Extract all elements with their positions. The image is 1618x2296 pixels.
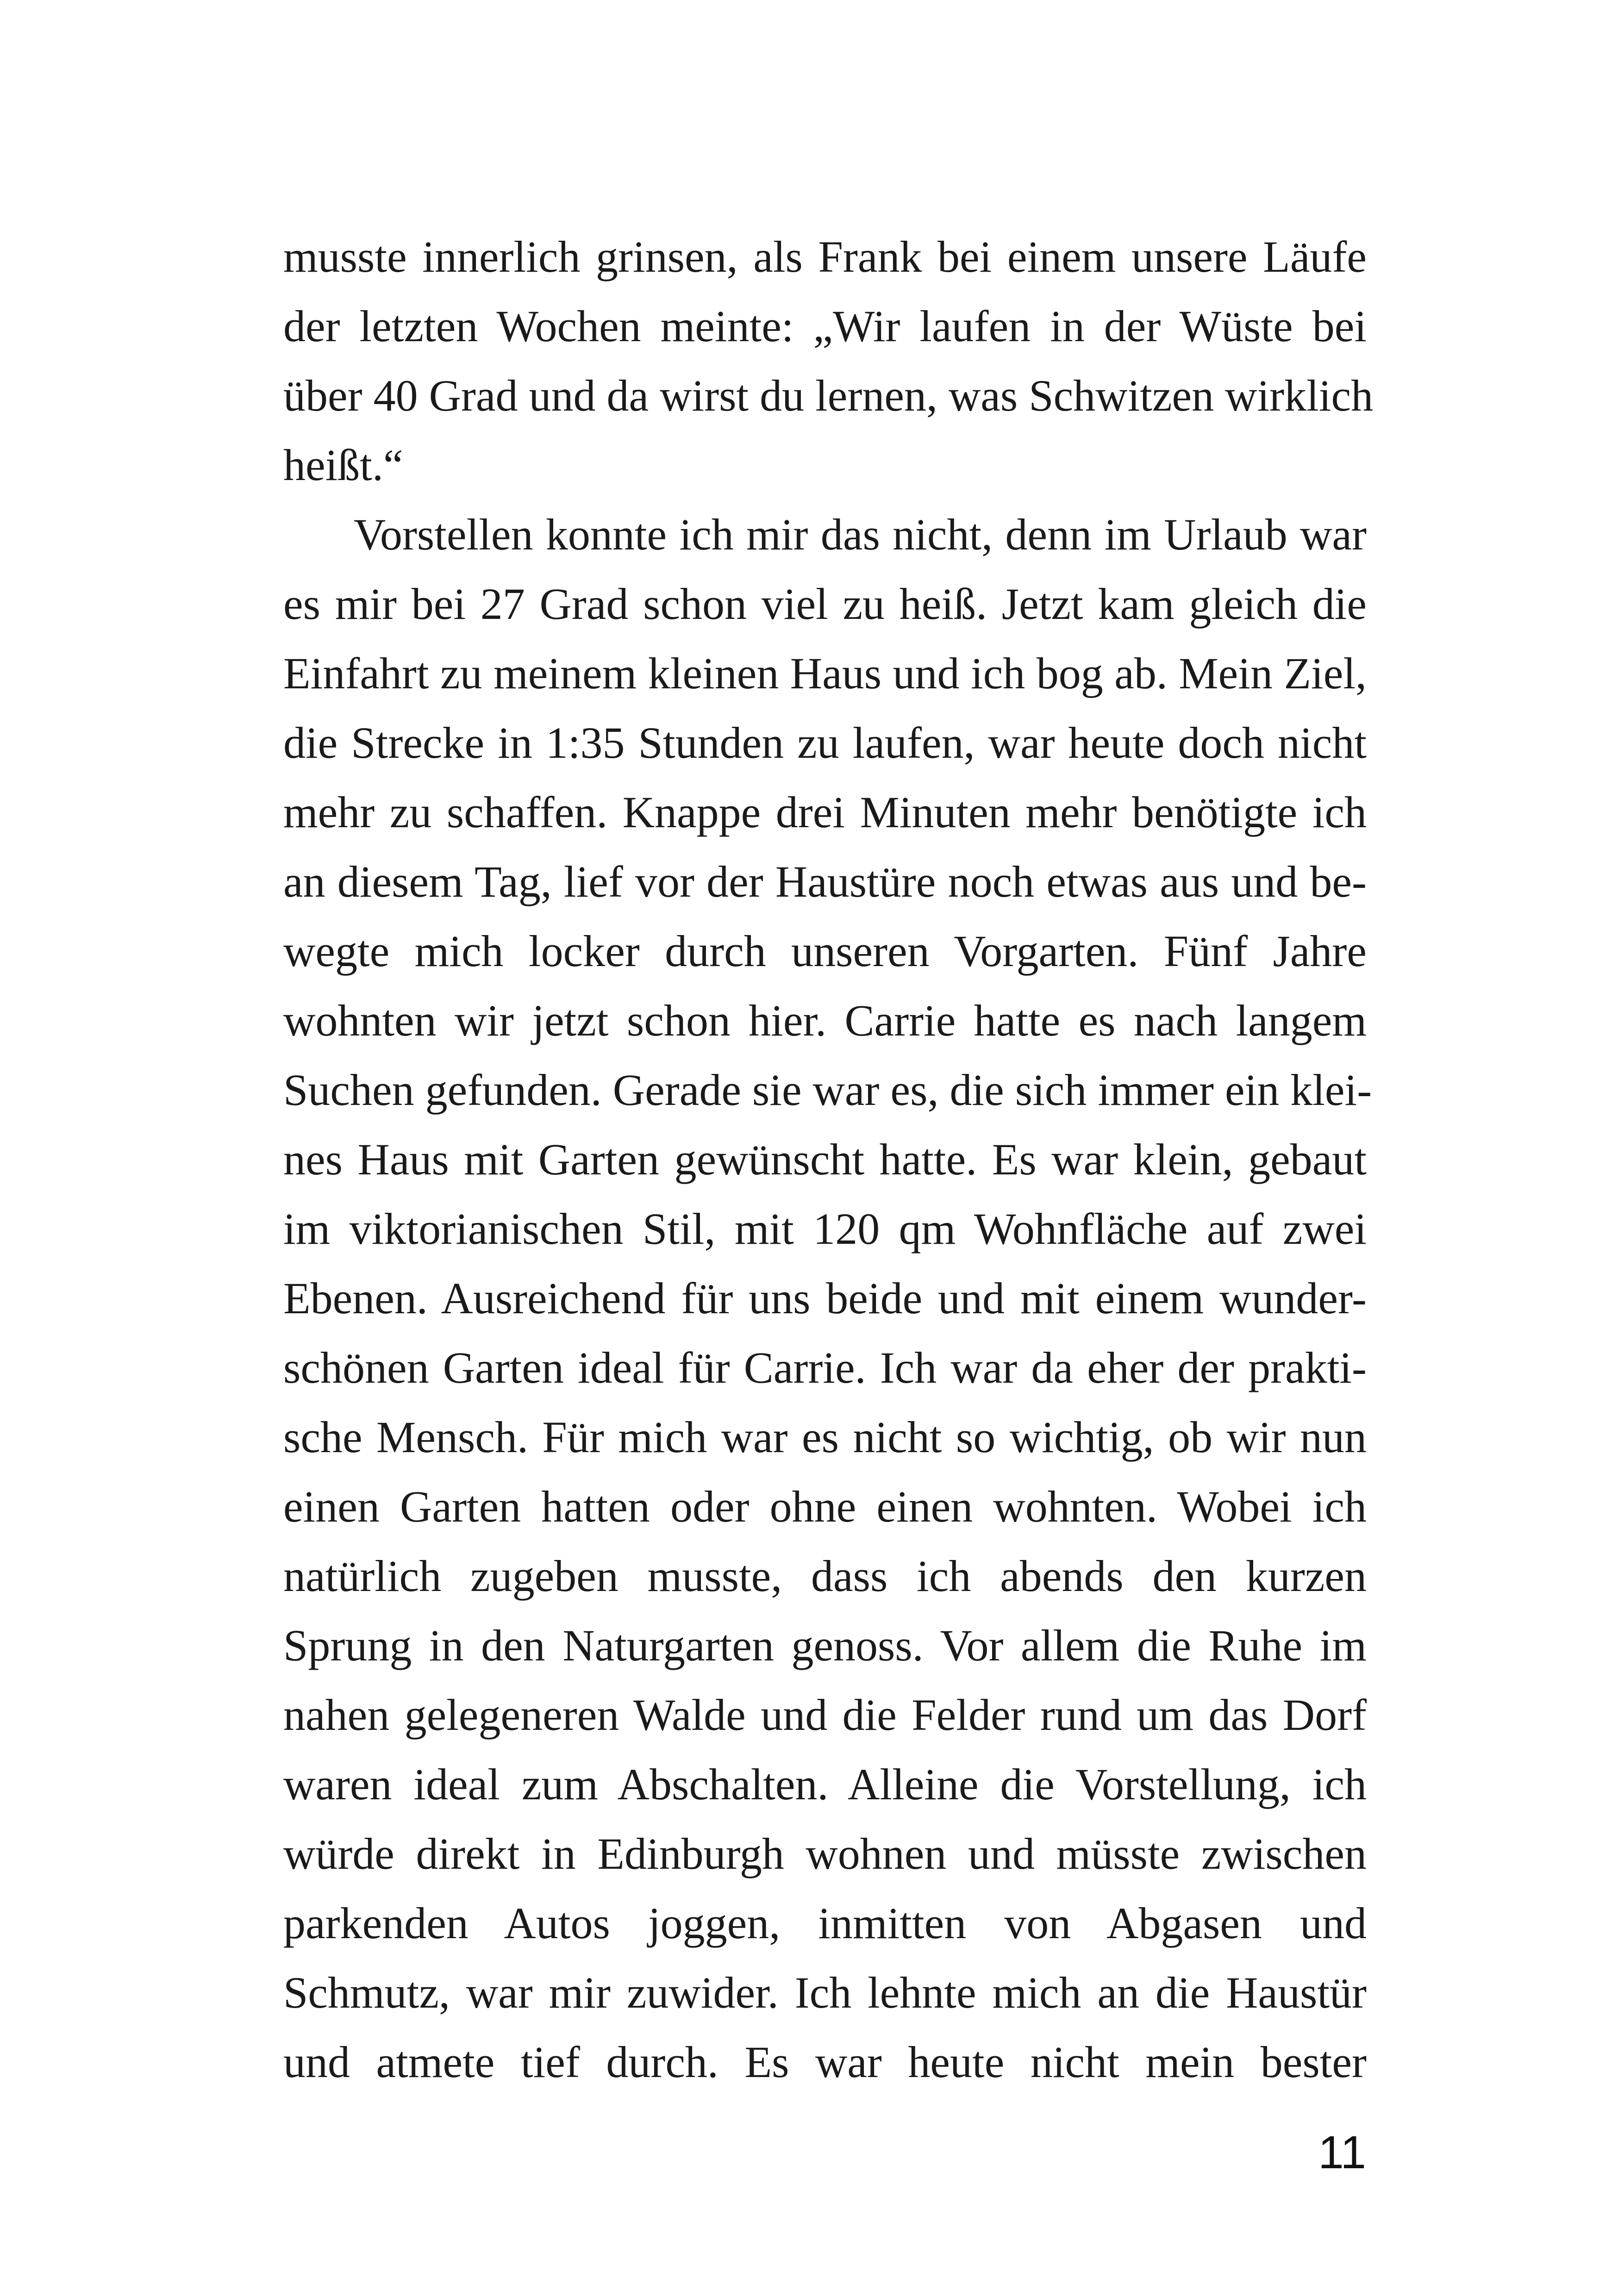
text-line: musste innerlich grinsen, als Frank bei einem unsere Läufe — [283, 232, 1367, 281]
text-line: würde direkt in Edinburgh wohnen und müsste zwischen — [283, 1829, 1367, 1878]
text-line: und atmete tief durch. Es war heute nicht mein bester — [283, 2037, 1367, 2087]
text-line: die Strecke in 1:35 Stunden zu laufen, war heute doch nicht — [283, 718, 1367, 767]
text-line: an diesem Tag, lief vor der Haustüre noch etwas aus und be- — [283, 857, 1367, 906]
text-line: parkenden Autos joggen, inmitten von Abgasen und — [283, 1898, 1367, 1948]
text-line: schönen Garten ideal für Carrie. Ich war da eher der prakti- — [283, 1343, 1367, 1392]
text-line: wohnten wir jetzt schon hier. Carrie hatte es nach langem — [283, 996, 1367, 1045]
text-line: nahen gelegeneren Walde und die Felder rund um das Dorf — [283, 1690, 1367, 1740]
text-line: im viktorianischen Stil, mit 120 qm Wohnfläche auf zwei — [283, 1204, 1367, 1254]
paragraph-start-line: Vorstellen konnte ich mir das nicht, denn im Urlaub war — [354, 510, 1367, 559]
text-line: Einfahrt zu meinem kleinen Haus und ich bog ab. Mein Ziel, — [283, 649, 1367, 698]
page-number: 11 — [1318, 2127, 1366, 2178]
text-line: der letzten Wochen meinte: „Wir laufen in der Wüste bei — [283, 301, 1367, 351]
text-line: Sprung in den Naturgarten genoss. Vor allem die Ruhe im — [283, 1621, 1367, 1670]
text-line: Suchen gefunden. Gerade sie war es, die sich immer ein klei- — [283, 1065, 1372, 1115]
body-text — [283, 222, 1374, 2097]
text-line: Schmutz, war mir zuwider. Ich lehnte mich an die Haustür — [283, 1968, 1367, 2017]
text-line: nes Haus mit Garten gewünscht hatte. Es war klein, gebaut — [283, 1135, 1367, 1184]
text-line: über 40 Grad und da wirst du lernen, was Schwitzen wirklich — [283, 371, 1374, 420]
text-line: sche Mensch. Für mich war es nicht so wichtig, ob wir nun — [283, 1412, 1367, 1462]
text-line: es mir bei 27 Grad schon viel zu heiß. Jetzt kam gleich die — [283, 579, 1367, 629]
text-line: mehr zu schaffen. Knappe drei Minuten mehr benötigte ich — [283, 787, 1367, 837]
text-line: einen Garten hatten oder ohne einen wohnten. Wobei ich — [283, 1482, 1367, 1531]
text-line: waren ideal zum Abschalten. Alleine die Vorstellung, ich — [283, 1759, 1367, 1809]
text-line: heißt.“ — [283, 440, 403, 490]
text-line: natürlich zugeben musste, dass ich abends den kurzen — [283, 1551, 1367, 1601]
text-line: wegte mich locker durch unseren Vorgarten. Fünf Jahre — [283, 926, 1367, 976]
text-line: Ebenen. Ausreichend für uns beide und mit einem wunder- — [283, 1273, 1367, 1323]
